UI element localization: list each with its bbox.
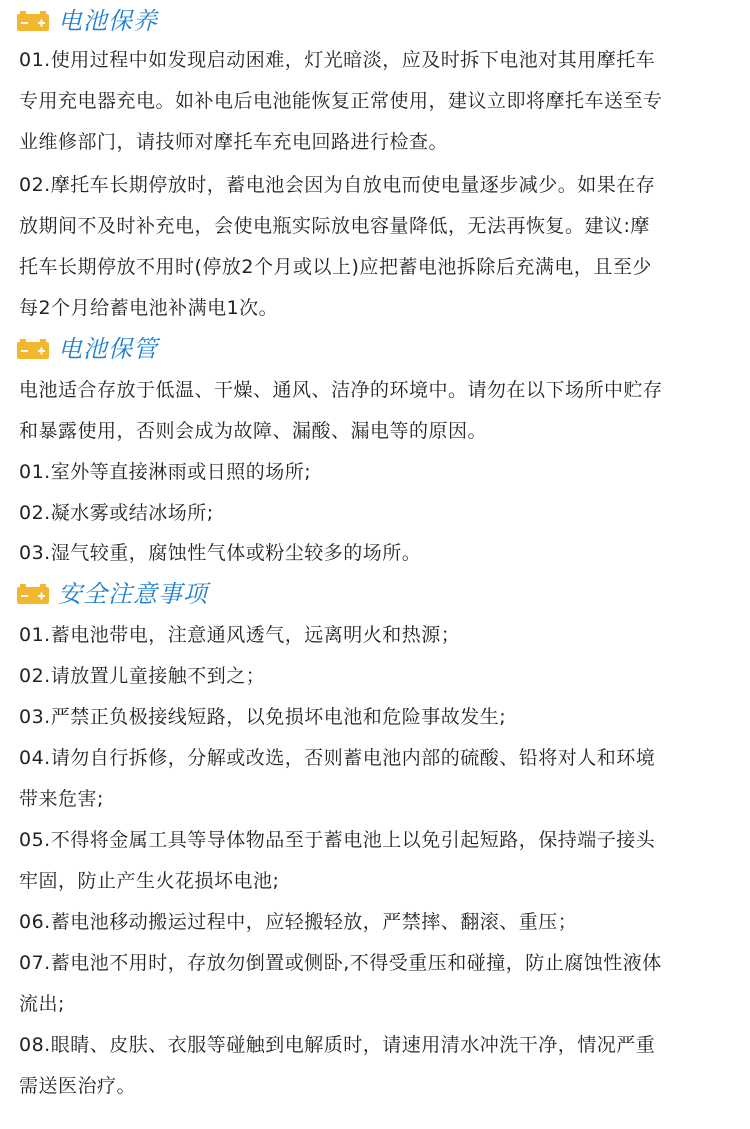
section-header-battery-storage	[16, 332, 158, 366]
paragraph-line: 06.蓄电池移动搬运过程中，应轻搬轻放，严禁摔、翻滚、重压；	[19, 911, 578, 933]
paragraph-line: 托车长期停放不用时(停放2个月或以上)应把蓄电池拆除后充满电，且至少	[19, 256, 652, 278]
paragraph-line: 业维修部门，请技师对摩托车充电回路进行检查。	[19, 131, 449, 153]
paragraph-line: 07.蓄电池不用时，存放勿倒置或侧卧,不得受重压和碰撞，防止腐蚀性液体	[19, 952, 662, 974]
paragraph-line: 03.湿气较重，腐蚀性气体或粉尘较多的场所。	[19, 542, 422, 564]
paragraph-line: 05.不得将金属工具等导体物品至于蓄电池上以免引起短路，保持端子接头	[19, 829, 656, 851]
paragraph-line: 放期间不及时补充电，会使电瓶实际放电容量降低，无法再恢复。建议:摩	[19, 215, 650, 237]
paragraph-line: 流出;	[19, 993, 65, 1015]
paragraph-line: 牢固，防止产生火花损坏电池;	[19, 870, 280, 892]
paragraph-line: 01.使用过程中如发现启动困难，灯光暗淡，应及时拆下电池对其用摩托车	[19, 49, 656, 71]
paragraph-line: 每2个月给蓄电池补满电1次。	[19, 297, 279, 319]
paragraph-line: 02.摩托车长期停放时，蓄电池会因为自放电而使电量逐步减少。如果在存	[19, 174, 656, 196]
paragraph-line: 01.室外等直接淋雨或日照的场所;	[19, 461, 312, 483]
section-title: 安全注意事项	[58, 580, 208, 608]
paragraph-line: 01.蓄电池带电，注意通风透气，远离明火和热源；	[19, 624, 461, 646]
paragraph-line: 需送医治疗。	[19, 1075, 137, 1097]
section-title: 电池保养	[58, 7, 158, 35]
paragraph-line: 04.请勿自行拆修，分解或改选，否则蓄电池内部的硫酸、铅将对人和环境	[19, 747, 656, 769]
battery-icon	[16, 583, 50, 605]
paragraph-line: 08.眼睛、皮肤、衣服等碰触到电解质时，请速用清水冲洗干净，情况严重	[19, 1034, 656, 1056]
paragraph-line: 和暴露使用，否则会成为故障、漏酸、漏电等的原因。	[19, 420, 488, 442]
paragraph-line: 专用充电器充电。如补电后电池能恢复正常使用，建议立即将摩托车送至专	[19, 90, 663, 112]
paragraph-line: 带来危害;	[19, 788, 104, 810]
paragraph-line: 02.请放置儿童接触不到之；	[19, 665, 266, 687]
paragraph-line: 电池适合存放于低温、干燥、通风、洁净的环境中。请勿在以下场所中贮存	[19, 379, 663, 401]
paragraph-line: 03.严禁正负极接线短路，以免损坏电池和危险事故发生;	[19, 706, 507, 728]
section-title: 电池保管	[58, 335, 158, 363]
section-header-battery-maintenance	[16, 4, 158, 38]
battery-icon	[16, 338, 50, 360]
battery-icon	[16, 10, 50, 32]
section-header-safety-notes	[16, 577, 208, 611]
paragraph-line: 02.凝水雾或结冰场所;	[19, 502, 214, 524]
